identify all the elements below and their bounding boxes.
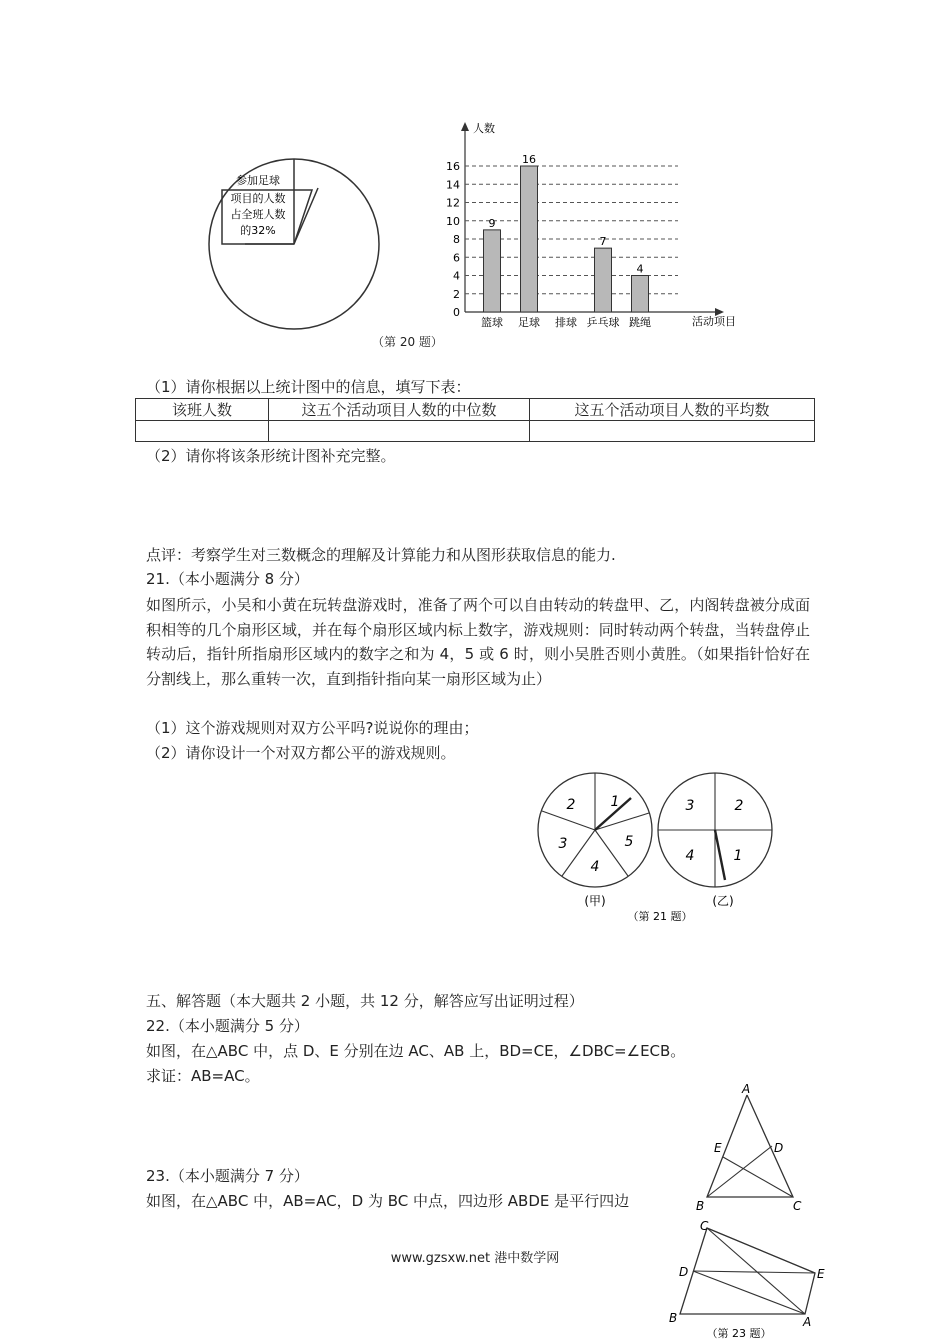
figure-caption-23: （第 23 题）: [706, 1327, 772, 1340]
table-answer-row: [136, 421, 815, 442]
q20-comment: 点评：考察学生对三数概念的理解及计算能力和从图形获取信息的能力.: [146, 546, 616, 564]
spinner-a-number: 1: [610, 794, 620, 810]
vertex-label: B: [669, 1311, 678, 1325]
table-header-cell: 这五个活动项目人数的平均数: [530, 399, 815, 421]
table-header-cell: 这五个活动项目人数的中位数: [269, 399, 530, 421]
q20-part1: （1）请你根据以上统计图中的信息，填写下表：: [146, 378, 471, 396]
q21-title: 21.（本小题满分 8 分）: [146, 570, 309, 588]
vertex-label: A: [803, 1315, 812, 1329]
spinner-a-number: 4: [590, 859, 600, 875]
y-tick-label: 0: [453, 306, 460, 319]
pie-chart: [200, 150, 390, 340]
vertex-label: E: [714, 1141, 722, 1155]
vertex-label: C: [793, 1199, 802, 1213]
pie-label-line: 参加足球: [236, 174, 280, 187]
x-axis-label: 活动项目: [692, 315, 736, 328]
bar: [632, 276, 649, 313]
vertex-label: C: [700, 1219, 709, 1233]
table-header-row: [136, 399, 815, 421]
spinner-a-label: (甲): [584, 894, 606, 908]
spinner-b-number: 1: [733, 848, 743, 864]
bar: [595, 248, 612, 312]
q21-body: 如图所示，小吴和小黄在玩转盘游戏时，准备了两个可以自由转动的转盘甲、乙，内阁转盘被分成面积相等的几个扇形区域，并在每个扇形区域内标上数字，游戏规则：同时转动两个转盘，当转盘停止转动后，指针所指扇形区域内的数字之和为 4，5 或 6 时，则小吴胜否则小黄胜。（如果指针恰好在分割线上，那么重转一次，直到指针指向某一扇形区域为止）: [146, 596, 810, 688]
q22-title: 22.（本小题满分 5 分）: [146, 1017, 309, 1035]
parallelogram-figure-23: [665, 1218, 845, 1342]
q22-body: 如图，在△ABC 中，点 D、E 分别在边 AC、AB 上，BD=CE，∠DBC=∠ECB。: [146, 1042, 686, 1060]
section-heading: 五、解答题（本大题共 2 小题，共 12 分，解答应写出证明过程）: [146, 992, 584, 1010]
y-tick-label: 8: [453, 233, 460, 246]
x-tick-label: 篮球: [481, 316, 503, 329]
y-tick-label: 10: [446, 214, 460, 228]
pie-label-line: 占全班人数: [230, 208, 286, 221]
y-tick-label: 4: [453, 269, 460, 283]
spinner-a-number: 3: [558, 836, 568, 852]
x-tick-label: 排球: [555, 316, 577, 329]
vertex-label: E: [817, 1267, 825, 1281]
y-tick-label: 6: [453, 251, 460, 265]
table-answer-cell[interactable]: [136, 421, 269, 442]
vertex-label: B: [696, 1199, 705, 1213]
x-tick-label: 乒乓球: [586, 316, 620, 329]
table-answer-cell[interactable]: [269, 421, 530, 442]
spinner-b-label: (乙): [712, 894, 734, 908]
spinner-a-number: 2: [566, 797, 576, 813]
vertex-label: D: [679, 1265, 689, 1279]
spinner-b-number: 3: [685, 798, 695, 814]
q21-part2: （2）请你设计一个对双方都公平的游戏规则。: [146, 744, 456, 762]
spinner-b-number: 2: [734, 798, 744, 814]
pie-label-line: 项目的人数: [230, 192, 286, 205]
y-tick-label: 2: [453, 287, 460, 301]
figure-caption-20: （第 20 题）: [372, 335, 443, 349]
bar-value-label: 16: [522, 153, 536, 166]
answer-table: [135, 398, 815, 442]
spinner-a-number: 5: [624, 834, 634, 850]
spinner-b-number: 4: [685, 848, 695, 864]
figure-caption-21: （第 21 题）: [627, 910, 693, 923]
spinner-a: [538, 773, 652, 908]
x-tick-label: 跳绳: [629, 316, 651, 329]
bar-value-label: 9: [488, 216, 496, 230]
triangle-figure-22: [690, 1082, 810, 1214]
table-header-cell: 该班人数: [136, 399, 269, 421]
page-footer: www.gzsxw.net 港中数学网: [390, 1251, 560, 1266]
pie-label-line: 的32%: [240, 224, 276, 237]
table-answer-cell[interactable]: [530, 421, 815, 442]
y-axis-label: 人数: [473, 122, 495, 135]
x-tick-label: 足球: [518, 316, 540, 329]
bar-chart: [440, 118, 760, 333]
vertex-label: A: [742, 1082, 751, 1096]
bar: [484, 230, 501, 312]
pie-divider-slant: [294, 188, 318, 244]
y-tick-label: 14: [446, 178, 460, 192]
q21-part1: （1）这个游戏规则对双方公平吗?说说你的理由；: [146, 719, 479, 737]
y-axis-arrow: [461, 122, 469, 131]
bar-value-label: 7: [599, 235, 607, 249]
q22-prove: 求证：AB=AC。: [146, 1067, 260, 1085]
spinner-b-pointer: [715, 830, 725, 880]
q20-part2: （2）请你将该条形统计图补充完整。: [146, 447, 396, 465]
y-tick-label: 16: [446, 160, 460, 173]
vertex-label: D: [774, 1141, 784, 1155]
spinner-b: [658, 773, 772, 908]
bar: [521, 166, 538, 312]
q23-body: 如图，在△ABC 中，AB=AC，D 为 BC 中点，四边形 ABDE 是平行四边: [146, 1192, 630, 1210]
spinners-figure: [535, 768, 785, 928]
bar-value-label: 4: [636, 262, 644, 276]
y-tick-label: 12: [446, 196, 460, 210]
q23-title: 23.（本小题满分 7 分）: [146, 1167, 309, 1185]
